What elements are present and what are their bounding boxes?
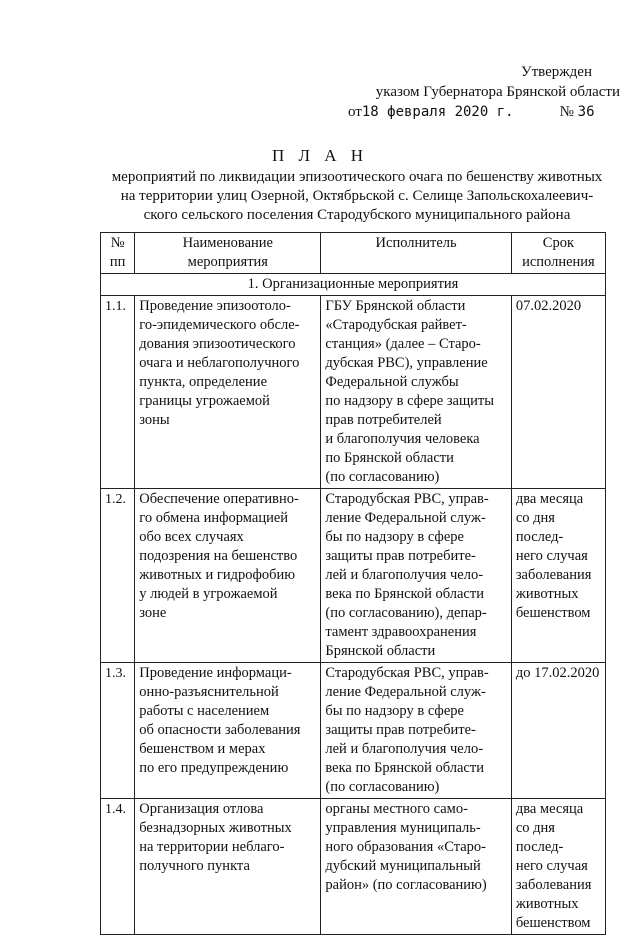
- cell-line: у людей в угрожаемой: [139, 586, 278, 602]
- cell-line: го обмена информацией: [139, 510, 289, 526]
- header-line: исполнения: [522, 254, 595, 270]
- document-title: П Л А Н: [271, 146, 369, 165]
- number-label: №: [559, 104, 574, 120]
- cell-line: два месяца: [515, 491, 584, 507]
- cell-line: станция» (далее – Старо-: [325, 336, 481, 352]
- approval-date-line: [340, 102, 620, 122]
- row-number: 1.4.: [101, 799, 135, 935]
- cell-line: обо всех случаях: [139, 529, 244, 545]
- row-term: [511, 489, 605, 663]
- cell-line: дования эпизоотического: [139, 336, 296, 352]
- approval-block: [340, 62, 620, 122]
- cell-line: бы по надзору в сфере: [325, 703, 464, 719]
- cell-line: дубская РВС), управление: [325, 355, 488, 371]
- cell-line: по его предупреждению: [139, 760, 289, 776]
- header-line: №: [110, 235, 125, 251]
- document-subtitle: [84, 168, 630, 225]
- cell-line: до 17.02.2020: [515, 665, 600, 681]
- cell-line: него случая: [515, 548, 588, 564]
- header-term: [511, 233, 605, 274]
- cell-line: (по согласованию): [325, 779, 440, 795]
- table-header-row: [101, 233, 606, 274]
- cell-line: по Брянской области: [325, 450, 454, 466]
- cell-line: ление Федеральной служ-: [325, 684, 486, 700]
- cell-line: животных: [515, 896, 579, 912]
- row-term: [511, 799, 605, 935]
- cell-line: границы угрожаемой: [139, 393, 270, 409]
- header-no: [101, 233, 135, 274]
- cell-line: Проведение эпизоотоло-: [139, 298, 291, 314]
- table-row: [101, 296, 606, 489]
- cell-line: «Стародубская райвет-: [325, 317, 467, 333]
- cell-line: безнадзорных животных: [139, 820, 292, 836]
- cell-line: него случая: [515, 858, 588, 874]
- cell-line: животных: [515, 586, 579, 602]
- cell-line: 07.02.2020: [515, 298, 582, 314]
- cell-line: по надзору в сфере защиты: [325, 393, 494, 409]
- cell-line: Стародубская РВС, управ-: [325, 665, 489, 681]
- cell-line: получного пункта: [139, 858, 250, 874]
- cell-line: века по Брянской области: [325, 760, 484, 776]
- approval-heading: Утвержден: [520, 64, 592, 80]
- cell-line: зоне: [139, 605, 167, 621]
- row-executor: [321, 296, 511, 489]
- cell-line: защиты прав потребите-: [325, 722, 476, 738]
- cell-line: Обеспечение оперативно-: [139, 491, 299, 507]
- cell-line: прав потребителей: [325, 412, 442, 428]
- row-executor: [321, 799, 511, 935]
- cell-line: ление Федеральной служ-: [325, 510, 486, 526]
- table-row: [101, 489, 606, 663]
- cell-line: (по согласованию): [325, 469, 440, 485]
- cell-line: зоны: [139, 412, 170, 428]
- cell-line: лей и благополучия чело-: [325, 741, 484, 757]
- cell-line: со дня послед-: [515, 510, 564, 545]
- cell-line: район» (по согласованию): [325, 877, 487, 893]
- row-name: [135, 799, 321, 935]
- cell-line: подозрения на бешенство: [139, 548, 298, 564]
- cell-line: защиты прав потребите-: [325, 548, 476, 564]
- cell-line: об опасности заболевания: [139, 722, 301, 738]
- cell-line: бешенством: [515, 605, 591, 621]
- cell-line: со дня послед-: [515, 820, 564, 855]
- plan-table: [100, 232, 606, 935]
- cell-line: животных и гидрофобию: [139, 567, 296, 583]
- row-name: [135, 663, 321, 799]
- cell-line: два месяца: [515, 801, 584, 817]
- cell-line: Брянской области: [325, 643, 436, 659]
- header-line: пп: [109, 254, 126, 270]
- cell-line: лей и благополучия чело-: [325, 567, 484, 583]
- row-number: 1.2.: [101, 489, 135, 663]
- cell-line: ГБУ Брянской области: [325, 298, 466, 314]
- cell-line: заболевания: [515, 567, 592, 583]
- cell-line: управления муниципаль-: [325, 820, 481, 836]
- header-line: Исполнитель: [375, 235, 457, 251]
- cell-line: (по согласованию), депар-: [325, 605, 487, 621]
- cell-line: бешенством: [515, 915, 591, 931]
- row-term: [511, 296, 605, 489]
- date-value: 18 февраля 2020 г.: [361, 104, 514, 120]
- number-value: 36: [577, 104, 595, 120]
- header-line: мероприятия: [187, 254, 268, 270]
- approval-decree: указом Губернатора Брянской области: [375, 84, 620, 100]
- cell-line: Стародубская РВС, управ-: [325, 491, 489, 507]
- cell-line: бешенством и мерах: [139, 741, 266, 757]
- row-term: [511, 663, 605, 799]
- cell-line: онно-разъяснительной: [139, 684, 279, 700]
- table-row: [101, 663, 606, 799]
- cell-line: очага и неблагополучного: [139, 355, 300, 371]
- header-line: Наименование: [182, 235, 273, 251]
- cell-line: на территории неблаго-: [139, 839, 285, 855]
- row-number: 1.1.: [101, 296, 135, 489]
- cell-line: го-эпидемического обсле-: [139, 317, 300, 333]
- cell-line: Федеральной службы: [325, 374, 459, 390]
- table-row: [101, 799, 606, 935]
- header-line: Срок: [542, 235, 575, 251]
- subtitle-line: на территории улиц Озерной, Октябрьской с. Селище Запольскохалеевич-: [120, 188, 594, 204]
- header-executor: [321, 233, 511, 274]
- subtitle-line: ского сельского поселения Стародубского муниципального района: [143, 207, 571, 223]
- cell-line: Проведение информаци-: [139, 665, 292, 681]
- cell-line: и благополучия человека: [325, 431, 480, 447]
- cell-line: пункта, определение: [139, 374, 268, 390]
- cell-line: органы местного само-: [325, 801, 468, 817]
- row-executor: [321, 489, 511, 663]
- cell-line: ного образования «Старо-: [325, 839, 486, 855]
- row-name: [135, 296, 321, 489]
- row-number: 1.3.: [101, 663, 135, 799]
- subtitle-line: мероприятий по ликвидации эпизоотического очага по бешенству животных: [111, 169, 603, 185]
- header-name: [135, 233, 321, 274]
- section-title: 1. Организационные мероприятия: [101, 274, 606, 296]
- date-prefix: от: [348, 104, 362, 120]
- cell-line: века по Брянской области: [325, 586, 484, 602]
- row-name: [135, 489, 321, 663]
- cell-line: Организация отлова: [139, 801, 264, 817]
- cell-line: работы с населением: [139, 703, 270, 719]
- row-executor: [321, 663, 511, 799]
- cell-line: бы по надзору в сфере: [325, 529, 464, 545]
- cell-line: тамент здравоохранения: [325, 624, 477, 640]
- section-row: [101, 274, 606, 296]
- cell-line: заболевания: [515, 877, 592, 893]
- cell-line: дубский муниципальный: [325, 858, 481, 874]
